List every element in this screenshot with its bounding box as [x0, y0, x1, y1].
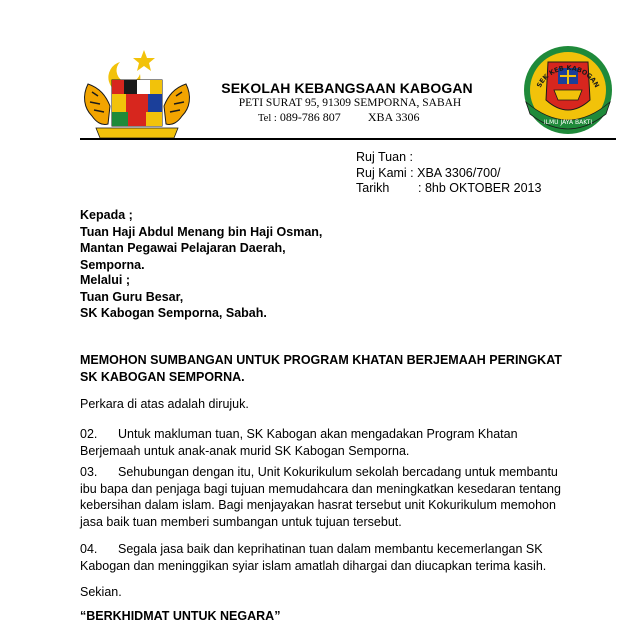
school-name: SEKOLAH KEBANGSAAN KABOGAN [221, 80, 473, 96]
school-crest-icon [518, 40, 618, 140]
date-label: Tarikh [356, 181, 390, 195]
paragraph-03-line-3: kebersihan dalam islam. Bagi menjayakan hasrat tersebut unit Kokurikulum memohon [80, 498, 556, 512]
recipient-title: Mantan Pegawai Pelajaran Daerah, [80, 241, 286, 255]
via-heading: Melalui ; [80, 273, 131, 287]
school-address: PETI SURAT 95, 91309 SEMPORNA, SABAH [238, 97, 462, 109]
ruj-tuan: Ruj Tuan : [356, 150, 413, 164]
paragraph-03-number: 03. [80, 465, 98, 479]
recipient-heading: Kepada ; [80, 208, 133, 222]
date-row [356, 181, 541, 197]
paragraph-02-line-2: Berjemaah untuk anak-anak murid SK Kabogan Semporna. [80, 443, 410, 458]
paragraph-03 [80, 464, 561, 530]
paragraph-04-line-2: Kabogan dan meninggikan syiar islam amatlah dihargai dan diucapkan terima kasih. [80, 558, 547, 573]
reference-block [356, 150, 541, 197]
malaysia-coat-of-arms-icon [78, 46, 196, 144]
subject-heading [80, 352, 562, 385]
school-code: XBA 3306 [367, 110, 420, 124]
crest-ribbon-text: SEK KEB KABOGAN [535, 63, 601, 89]
paragraph-02-line-1: Untuk makluman tuan, SK Kabogan akan mengadakan Program Khatan [118, 427, 518, 441]
paragraph-02 [80, 426, 518, 459]
tel-number: 089-786 807 [279, 110, 341, 124]
closing-motto: “BERKHIDMAT UNTUK NEGARA” [80, 609, 281, 623]
recipient-name: Tuan Haji Abdul Menang bin Haji Osman, [80, 224, 323, 239]
recipient-place: Semporna. [80, 257, 145, 272]
paragraph-03-line-4: jasa baik tuan memberi sumbangan untuk tujuan tersebut. [80, 514, 402, 529]
date-value: : 8hb OKTOBER 2013 [418, 181, 542, 195]
recipient-block [80, 207, 322, 273]
intro-paragraph: Perkara di atas adalah dirujuk. [80, 397, 249, 411]
subject-line-2: SK KABOGAN SEMPORNA. [80, 369, 245, 384]
paragraph-04-number: 04. [80, 542, 98, 556]
via-line-2: SK Kabogan Semporna, Sabah. [80, 306, 267, 320]
paragraph-04-line-1: Segala jasa baik dan keprihatinan tuan dalam membantu kecemerlangan SK [118, 542, 543, 556]
via-block [80, 272, 267, 322]
paragraph-02-number: 02. [80, 427, 98, 441]
paragraph-03-line-2: ibu bapa dan penjaga bagi tujuan memudahcara dan meningkatkan kesedaran tentang [80, 481, 561, 496]
letterhead-divider [80, 138, 616, 140]
crest-motto: ILMU JAYA BAKTI [543, 119, 593, 126]
tel-label: Tel : [258, 113, 277, 124]
closing-sekian: Sekian. [80, 585, 122, 599]
subject-line-1: MEMOHON SUMBANGAN UNTUK PROGRAM KHATAN BERJEMAAH PERINGKAT [80, 353, 562, 367]
paragraph-03-line-1: Sehubungan dengan itu, Unit Kokurikulum sekolah bercadang untuk membantu [118, 465, 558, 479]
paragraph-04 [80, 541, 546, 574]
ruj-kami: Ruj Kami : XBA 3306/700/ [356, 165, 501, 180]
via-line-1: Tuan Guru Besar, [80, 289, 184, 304]
contact-line [258, 110, 498, 125]
